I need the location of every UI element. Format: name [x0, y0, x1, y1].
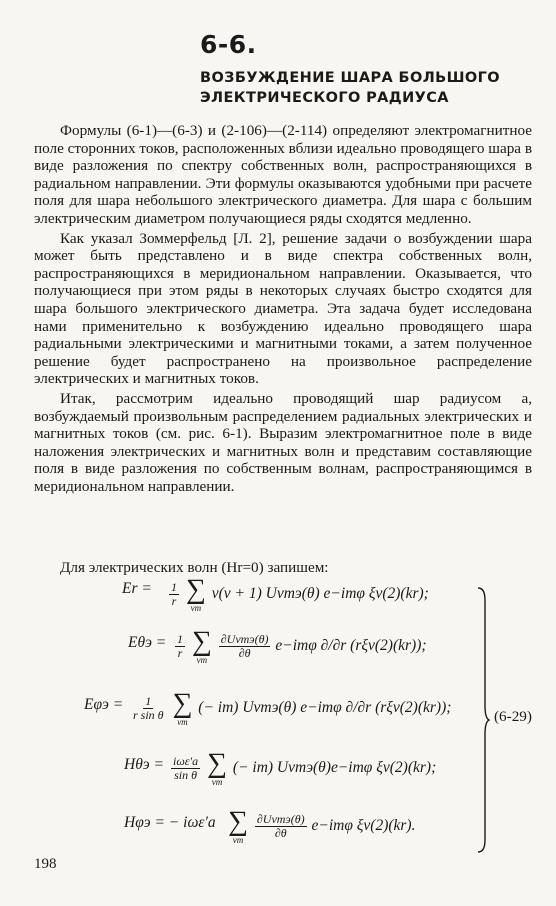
paragraph-1: Формулы (6-1)—(6-3) и (2-106)—(2-114) определяют электромагнитное поле сторонних токов, расположенных вблизи идеально проводящего шара в виде разложения по спектру собственных волн, распространяющихся в радиальном направлении. Эти формулы оказываются удобными при расчете поля для шара небольшого электрического диаметра. Для шара с большим электрическим диаметром получающиеся ряды сходятся медленно.	[34, 122, 532, 227]
section-title-line-1: ВОЗБУЖДЕНИЕ ШАРА БОЛЬШОГО	[200, 70, 501, 86]
derivative-fraction: $\frac{\text{∂Uνmэ(θ)}}{\partial\theta}$	[256, 812, 305, 840]
formula-intro: Для электрических волн (Hr=0) запишем:	[60, 559, 329, 576]
sum-symbol: ∑ νm	[207, 748, 228, 787]
sum-symbol: ∑ νm	[172, 688, 193, 727]
formula-lhs: Er =	[122, 580, 152, 597]
section-number: 6-6.	[200, 30, 257, 59]
page-number: 198	[34, 856, 57, 872]
formula-lhs: Eφэ =	[84, 696, 124, 713]
formula-fraction: $\frac{\text{iωε′a}}{\text{sin θ}}$	[173, 754, 199, 782]
formula-body: ν(ν + 1) Uνmэ(θ) e−imφ ξν(2)(kr);	[211, 585, 429, 603]
formula-e-theta	[0, 626, 480, 674]
derivative-fraction: $\frac{\text{∂Uνmэ(θ)}}{\partial\theta}$	[220, 632, 269, 660]
section-title	[200, 68, 540, 108]
formula-lhs: Eθэ =	[128, 634, 167, 651]
formula-fraction: $\frac{1}{r}$	[177, 632, 183, 660]
paragraph-2: Как указал Зоммерфельд [Л. 2], решение задачи о возбуждении шара может быть представлено и в виде спектра собственных волн, распространяющихся в меридиональном направлении. Оказывается, что получающиеся при этом ряды в некоторых случаях быстро сходятся для шара большого электрического диаметра. Эта задача будет исследована нами применительно к возбуждению идеально проводящего шара радиальными электрическими и магнитными токами, а затем полученное решение будет распространено на произвольное распределение электрических и магнитных токов.	[34, 229, 532, 388]
sum-symbol: ∑ νm	[228, 806, 248, 845]
formula-h-phi	[0, 806, 480, 854]
formula-e-phi	[0, 688, 480, 736]
formula-lhs: Hθэ =	[124, 756, 164, 773]
formula-h-theta	[0, 748, 480, 796]
sum-symbol: ∑ νm	[191, 626, 212, 665]
sum-symbol: ∑ νm	[185, 574, 206, 613]
section-title-line-2: ЭЛЕКТРИЧЕСКОГО РАДИУСА	[200, 90, 449, 106]
formula-body: (− im) Uνmэ(θ) e−imφ ∂/∂r (rξν(2)(kr));	[198, 699, 452, 717]
equation-number: (6-29)	[494, 708, 532, 725]
formula-body: e−imφ ∂/∂r (rξν(2)(kr));	[275, 637, 427, 655]
equation-brace	[476, 586, 490, 854]
paragraph-3: Итак, рассмотрим идеально проводящий шар радиусом a, возбуждаемый произвольным распределением радиальных электрических и магнитных токов (см. рис. 6-1). Выразим электромагнитное поле в виде наложения электрических и магнитных волн и представим составляющие поля в виде разложения по собственным волнам, распространяющимся в меридиональном направлении.	[34, 389, 532, 495]
formula-body: (− im) Uνmэ(θ)e−imφ ξν(2)(kr);	[232, 759, 437, 777]
formula-fraction: $\frac{1}{r}$	[171, 580, 177, 608]
formula-fraction: $\frac{1}{\text{r sin θ}}$	[133, 694, 164, 722]
formula-er	[0, 574, 480, 620]
body-text	[34, 122, 532, 495]
formula-lhs: Hφэ = − iωε′a	[124, 814, 216, 831]
formula-body: e−imφ ξν(2)(kr).	[311, 817, 416, 835]
